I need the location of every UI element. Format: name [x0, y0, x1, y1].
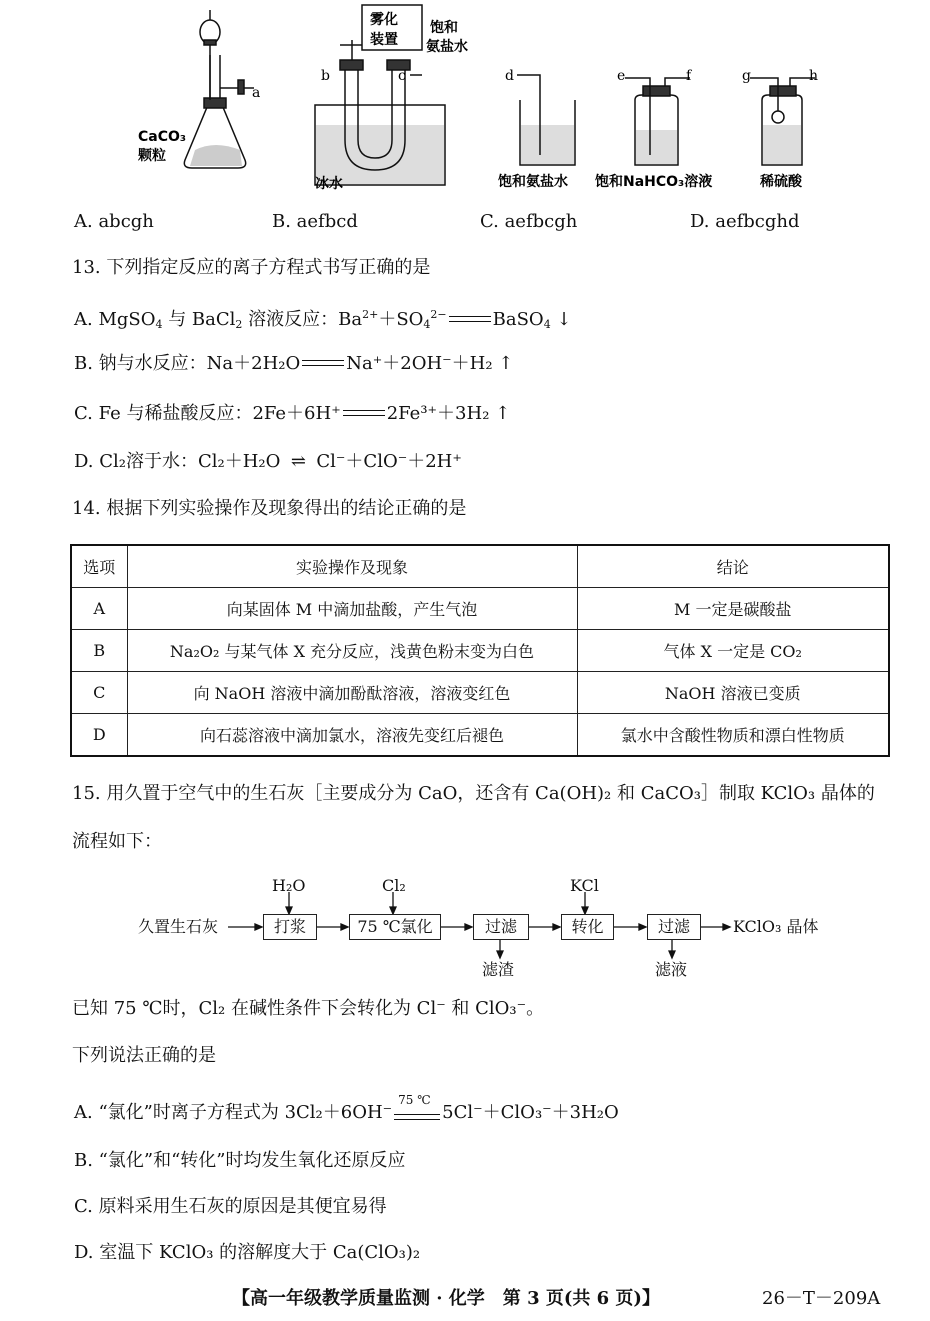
reversible-arrow-icon: ⇌ [290, 451, 306, 472]
row-option: C [71, 672, 127, 714]
flask-apparatus [184, 10, 254, 168]
table-header-row [71, 545, 889, 588]
q15-stem-1: 15. 用久置于空气中的生石灰［主要成分为 CaO，还含有 Ca(OH)₂ 和 CaCO₃］制取 KClO₃ 晶体的 [72, 783, 875, 804]
row-conclusion: 氯水中含酸性物质和漂白性物质 [577, 714, 889, 757]
label-sat-ammonia-1: 饱和 [430, 20, 458, 36]
flow-input-chlorine: Cl₂ [382, 876, 406, 895]
row-conclusion: M 一定是碳酸盐 [577, 588, 889, 630]
flow-output-residue: 滤渣 [482, 960, 515, 979]
label-bottle-1: 饱和NaHCO₃溶液 [595, 174, 713, 190]
label-sat-ammonia-2: 氨盐水 [426, 39, 468, 55]
q15-a-post: 5Cl⁻＋ClO₃⁻＋3H₂O [442, 1102, 619, 1123]
q13-d-post: Cl⁻＋ClO⁻＋2H⁺ [316, 451, 462, 472]
label-atomizer-1: 雾化 [370, 12, 398, 28]
q13-c-post: 2Fe³⁺＋3H₂ ↑ [386, 403, 511, 424]
bottle-2-apparatus [750, 78, 815, 165]
flow-input-kcl: KCl [570, 876, 599, 895]
label-beaker: 饱和氨盐水 [498, 174, 568, 190]
table-row [71, 588, 889, 630]
equals-sign [447, 313, 493, 327]
q15-a-condition: 75 ℃ [398, 1093, 431, 1107]
bottle-1-apparatus [625, 78, 690, 165]
label-b: b [321, 68, 330, 84]
footer-center: 【高一年级教学质量监测 · 化学 第 3 页(共 6 页)】 [232, 1288, 660, 1309]
q15-option-a[interactable] [74, 1093, 619, 1125]
label-a: a [252, 85, 261, 101]
table-row [71, 630, 889, 672]
label-g: g [742, 68, 751, 84]
q12-option-c[interactable]: C. aefbcgh [480, 211, 578, 232]
label-f: f [686, 68, 692, 84]
label-d: d [505, 68, 514, 84]
table-row [71, 672, 889, 714]
row-operation: 向 NaOH 溶液中滴加酚酞溶液，溶液变红色 [127, 672, 577, 714]
q13-a-mid: 与 BaCl [162, 309, 236, 330]
q13-stem: 13. 下列指定反应的离子方程式书写正确的是 [72, 257, 431, 278]
flow-step-filter-1: 过滤 [473, 914, 529, 940]
q13-a-rest: BaSO [492, 309, 544, 330]
flow-step-convert: 转化 [561, 914, 614, 940]
label-h: h [809, 68, 819, 84]
q15-known: 已知 75 ℃时，Cl₂ 在碱性条件下会转化为 Cl⁻ 和 ClO₃⁻。 [72, 998, 545, 1019]
q13-a-pre: A. MgSO [74, 309, 156, 330]
header-operation: 实验操作及现象 [127, 545, 577, 588]
header-option: 选项 [71, 545, 127, 588]
header-conclusion: 结论 [577, 545, 889, 588]
q13-b-pre: B. 钠与水反应：Na＋2H₂O [74, 353, 301, 374]
label-atomizer-2: 装置 [370, 32, 398, 48]
q15-stem-2: 流程如下： [72, 831, 162, 852]
flow-start: 久置生石灰 [138, 917, 219, 936]
label-particles: 颗粒 [138, 148, 166, 164]
flow-end: KClO₃ 晶体 [733, 917, 819, 936]
flow-output-filtrate: 滤液 [655, 960, 688, 979]
equals-sign [300, 357, 346, 371]
q13-option-d[interactable] [74, 450, 462, 474]
q13-option-b[interactable] [74, 352, 513, 376]
q14-stem: 14. 根据下列实验操作及现象得出的结论正确的是 [72, 498, 467, 519]
label-e: e [617, 68, 626, 84]
q12-option-a[interactable]: A. abcgh [74, 211, 154, 232]
q12-option-b[interactable]: B. aefbcd [272, 211, 358, 232]
row-option: B [71, 630, 127, 672]
row-option: A [71, 588, 127, 630]
label-bottle-2: 稀硫酸 [760, 174, 802, 190]
row-conclusion: NaOH 溶液已变质 [577, 672, 889, 714]
label-caco3: CaCO₃ [138, 129, 187, 145]
flow-step-chlorination: 75 ℃氯化 [349, 914, 441, 940]
row-option: D [71, 714, 127, 757]
q13-c-pre: C. Fe 与稀盐酸反应：2Fe＋6H⁺ [74, 403, 341, 424]
label-ice-water: 冰水 [315, 176, 343, 192]
row-operation: 向某固体 M 中滴加盐酸，产生气泡 [127, 588, 577, 630]
q15-option-d[interactable]: D. 室温下 KClO₃ 的溶解度大于 Ca(ClO₃)₂ [74, 1242, 421, 1263]
q12-apparatus-figure [130, 0, 830, 200]
flow-input-water: H₂O [272, 876, 306, 895]
row-operation: 向石蕊溶液中滴加氯水，溶液先变红后褪色 [127, 714, 577, 757]
q13-option-c[interactable] [74, 402, 510, 426]
q14-table [70, 544, 890, 757]
flow-step-slurry: 打浆 [263, 914, 317, 940]
equals-sign [341, 407, 387, 421]
q13-b-post: Na⁺＋2OH⁻＋H₂ ↑ [346, 353, 514, 374]
q13-d-pre: D. Cl₂溶于水：Cl₂＋H₂O [74, 451, 281, 472]
q15-option-b[interactable]: B. “氯化”和“转化”时均发生氧化还原反应 [74, 1150, 406, 1171]
flow-step-filter-2: 过滤 [647, 914, 701, 940]
q12-option-d[interactable]: D. aefbcghd [690, 211, 800, 232]
q13-a-post: 溶液反应：Ba [242, 309, 363, 330]
table-row [71, 714, 889, 757]
q13-option-a[interactable]: A. MgSO$_4$ 与 BaCl$_2$ 溶液反应：$Ba^{2+}+SO_4^{2-}$ BaSO$_4$ ↓ [74, 308, 572, 331]
footer-code: 26－T－209A [762, 1288, 881, 1309]
label-c: c [398, 68, 406, 84]
row-conclusion: 气体 X 一定是 CO₂ [577, 630, 889, 672]
q15-ask: 下列说法正确的是 [72, 1045, 216, 1066]
beaker-apparatus [517, 75, 575, 165]
row-operation: Na₂O₂ 与某气体 X 充分反应，浅黄色粉末变为白色 [127, 630, 577, 672]
conditional-equals-sign [392, 1093, 442, 1120]
q15-a-pre: A. “氯化”时离子方程式为 3Cl₂＋6OH⁻ [74, 1102, 393, 1123]
q15-option-c[interactable]: C. 原料采用生石灰的原因是其便宜易得 [74, 1196, 387, 1217]
